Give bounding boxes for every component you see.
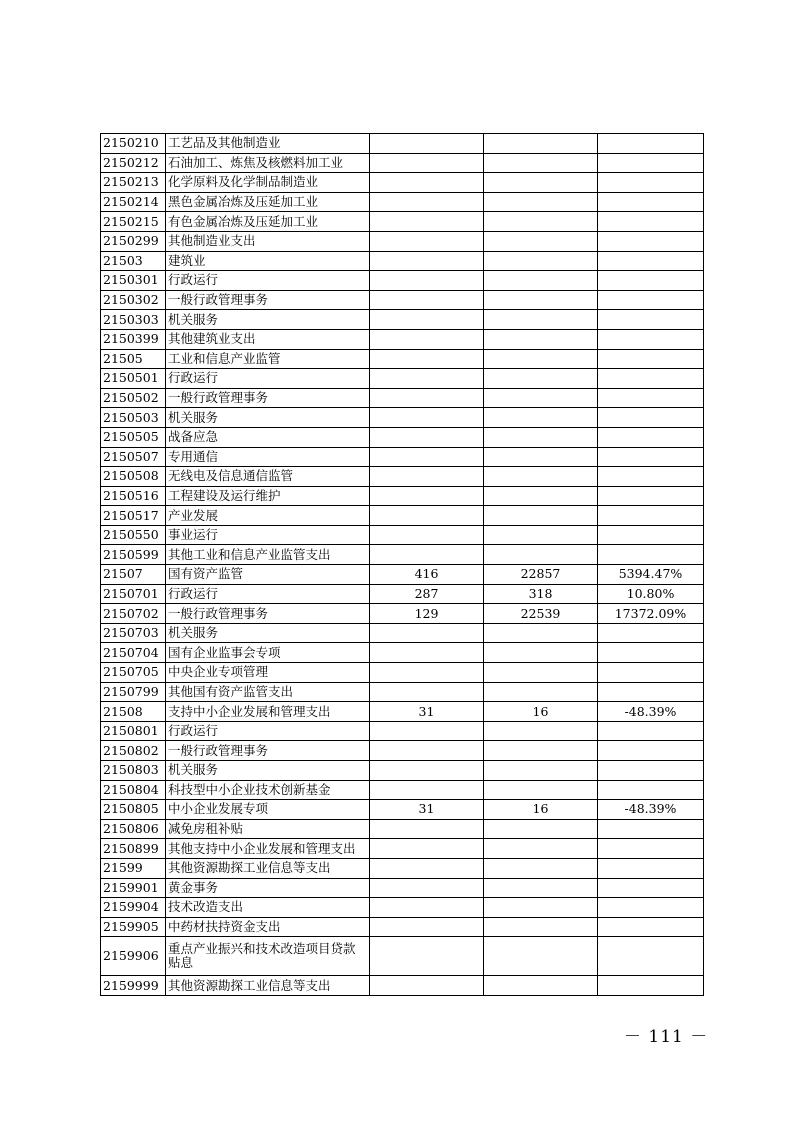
current-year-value-cell: 16: [484, 702, 598, 722]
table-row: [101, 388, 704, 408]
growth-rate-cell: [598, 819, 704, 839]
prior-year-value-cell: [370, 623, 484, 643]
subject-code-cell: 2150801: [101, 721, 166, 741]
current-year-value-cell: [484, 819, 598, 839]
prior-year-value-cell: [370, 761, 484, 781]
subject-name-cell: 国有资产监管: [166, 565, 370, 585]
growth-rate-cell: [598, 682, 704, 702]
prior-year-value-cell: [370, 388, 484, 408]
current-year-value-cell: [484, 447, 598, 467]
subject-name-cell: 一般行政管理事务: [166, 741, 370, 761]
growth-rate-cell: 10.80%: [598, 584, 704, 604]
prior-year-value-cell: [370, 663, 484, 683]
prior-year-value-cell: [370, 643, 484, 663]
prior-year-value-cell: [370, 819, 484, 839]
subject-name-cell: 建筑业: [166, 251, 370, 271]
subject-name-cell: 化学原料及化学制品制造业: [166, 173, 370, 193]
subject-name-cell: 机关服务: [166, 623, 370, 643]
subject-code-cell: 2150507: [101, 447, 166, 467]
subject-name-cell: 技术改造支出: [166, 898, 370, 918]
current-year-value-cell: [484, 173, 598, 193]
prior-year-value-cell: 31: [370, 800, 484, 820]
growth-rate-cell: [598, 525, 704, 545]
subject-name-cell: 石油加工、炼焦及核燃料加工业: [166, 153, 370, 173]
growth-rate-cell: [598, 271, 704, 291]
subject-name-cell: 机关服务: [166, 761, 370, 781]
table-row: [101, 447, 704, 467]
subject-code-cell: 2150805: [101, 800, 166, 820]
prior-year-value-cell: [370, 271, 484, 291]
current-year-value-cell: [484, 271, 598, 291]
subject-code-cell: 2150701: [101, 584, 166, 604]
subject-code-cell: 2150803: [101, 761, 166, 781]
current-year-value-cell: [484, 976, 598, 996]
prior-year-value-cell: [370, 153, 484, 173]
subject-name-cell: 其他资源勘探工业信息等支出: [166, 976, 370, 996]
prior-year-value-cell: [370, 976, 484, 996]
subject-name-cell: 黄金事务: [166, 878, 370, 898]
subject-code-cell: 21508: [101, 702, 166, 722]
subject-code-cell: 2150399: [101, 329, 166, 349]
growth-rate-cell: [598, 839, 704, 859]
growth-rate-cell: [598, 134, 704, 154]
subject-name-cell: 其他工业和信息产业监管支出: [166, 545, 370, 565]
prior-year-value-cell: [370, 134, 484, 154]
table-row: [101, 839, 704, 859]
current-year-value-cell: [484, 780, 598, 800]
table-row: [101, 800, 704, 820]
subject-code-cell: 2150215: [101, 212, 166, 232]
subject-name-cell: 其他支持中小企业发展和管理支出: [166, 839, 370, 859]
table-row: [101, 525, 704, 545]
subject-code-cell: 2150302: [101, 290, 166, 310]
current-year-value-cell: [484, 427, 598, 447]
current-year-value-cell: [484, 369, 598, 389]
prior-year-value-cell: [370, 506, 484, 526]
subject-code-cell: 2150516: [101, 486, 166, 506]
current-year-value-cell: [484, 917, 598, 937]
subject-code-cell: 2150705: [101, 663, 166, 683]
subject-code-cell: 2150799: [101, 682, 166, 702]
subject-code-cell: 2150301: [101, 271, 166, 291]
current-year-value-cell: [484, 153, 598, 173]
subject-code-cell: 2159905: [101, 917, 166, 937]
table-row: [101, 231, 704, 251]
subject-name-cell: 国有企业监事会专项: [166, 643, 370, 663]
table-row: [101, 329, 704, 349]
subject-code-cell: 2150503: [101, 408, 166, 428]
table-row: [101, 486, 704, 506]
subject-name-cell: 工艺品及其他制造业: [166, 134, 370, 154]
prior-year-value-cell: [370, 937, 484, 976]
growth-rate-cell: [598, 447, 704, 467]
subject-name-cell: 其他国有资产监管支出: [166, 682, 370, 702]
table-row: [101, 858, 704, 878]
table-row: [101, 192, 704, 212]
current-year-value-cell: [484, 349, 598, 369]
growth-rate-cell: [598, 388, 704, 408]
growth-rate-cell: [598, 173, 704, 193]
current-year-value-cell: [484, 467, 598, 487]
subject-name-cell: 行政运行: [166, 369, 370, 389]
subject-code-cell: 21599: [101, 858, 166, 878]
growth-rate-cell: [598, 212, 704, 232]
prior-year-value-cell: [370, 741, 484, 761]
table-row: [101, 898, 704, 918]
subject-code-cell: 2150899: [101, 839, 166, 859]
table-row: [101, 937, 704, 976]
subject-name-cell: 其他制造业支出: [166, 231, 370, 251]
subject-code-cell: 2159906: [101, 937, 166, 976]
growth-rate-cell: [598, 721, 704, 741]
current-year-value-cell: [484, 192, 598, 212]
growth-rate-cell: [598, 623, 704, 643]
prior-year-value-cell: [370, 447, 484, 467]
subject-name-cell: 有色金属冶炼及压延加工业: [166, 212, 370, 232]
table-row: [101, 310, 704, 330]
prior-year-value-cell: [370, 486, 484, 506]
subject-name-cell: 中央企业专项管理: [166, 663, 370, 683]
prior-year-value-cell: [370, 349, 484, 369]
current-year-value-cell: [484, 741, 598, 761]
subject-code-cell: 2150599: [101, 545, 166, 565]
prior-year-value-cell: [370, 173, 484, 193]
current-year-value-cell: [484, 290, 598, 310]
subject-name-cell: 一般行政管理事务: [166, 290, 370, 310]
subject-name-cell: 减免房租补贴: [166, 819, 370, 839]
table-row: [101, 761, 704, 781]
subject-code-cell: 2150508: [101, 467, 166, 487]
subject-code-cell: 2150213: [101, 173, 166, 193]
table-row: [101, 663, 704, 683]
current-year-value-cell: [484, 721, 598, 741]
prior-year-value-cell: [370, 780, 484, 800]
table-row: [101, 584, 704, 604]
current-year-value-cell: [484, 525, 598, 545]
table-row: [101, 290, 704, 310]
subject-name-cell: 专用通信: [166, 447, 370, 467]
prior-year-value-cell: [370, 192, 484, 212]
current-year-value-cell: [484, 839, 598, 859]
subject-name-cell: 支持中小企业发展和管理支出: [166, 702, 370, 722]
prior-year-value-cell: [370, 839, 484, 859]
subject-code-cell: 2150806: [101, 819, 166, 839]
prior-year-value-cell: 416: [370, 565, 484, 585]
table-row: [101, 604, 704, 624]
prior-year-value-cell: [370, 858, 484, 878]
subject-code-cell: 21505: [101, 349, 166, 369]
table-row: [101, 153, 704, 173]
subject-name-cell: 事业运行: [166, 525, 370, 545]
subject-code-cell: 21503: [101, 251, 166, 271]
subject-name-cell: 中药材扶持资金支出: [166, 917, 370, 937]
subject-code-cell: 2150502: [101, 388, 166, 408]
subject-name-cell: 中小企业发展专项: [166, 800, 370, 820]
table-row: [101, 565, 704, 585]
current-year-value-cell: [484, 682, 598, 702]
growth-rate-cell: [598, 251, 704, 271]
growth-rate-cell: [598, 506, 704, 526]
growth-rate-cell: [598, 369, 704, 389]
growth-rate-cell: -48.39%: [598, 702, 704, 722]
current-year-value-cell: [484, 761, 598, 781]
subject-code-cell: 2150299: [101, 231, 166, 251]
table-row: [101, 917, 704, 937]
growth-rate-cell: [598, 741, 704, 761]
subject-name-cell: 工程建设及运行维护: [166, 486, 370, 506]
current-year-value-cell: [484, 329, 598, 349]
prior-year-value-cell: [370, 878, 484, 898]
prior-year-value-cell: [370, 545, 484, 565]
subject-code-cell: 2150214: [101, 192, 166, 212]
subject-name-cell: 行政运行: [166, 584, 370, 604]
prior-year-value-cell: [370, 251, 484, 271]
growth-rate-cell: [598, 290, 704, 310]
current-year-value-cell: [484, 231, 598, 251]
subject-code-cell: 2150802: [101, 741, 166, 761]
growth-rate-cell: [598, 467, 704, 487]
growth-rate-cell: [598, 780, 704, 800]
growth-rate-cell: [598, 231, 704, 251]
table-row: [101, 271, 704, 291]
subject-name-cell: 一般行政管理事务: [166, 388, 370, 408]
subject-code-cell: 2150550: [101, 525, 166, 545]
subject-name-cell: 一般行政管理事务: [166, 604, 370, 624]
subject-code-cell: 2150517: [101, 506, 166, 526]
subject-code-cell: 2150703: [101, 623, 166, 643]
growth-rate-cell: -48.39%: [598, 800, 704, 820]
growth-rate-cell: [598, 310, 704, 330]
table-row: [101, 506, 704, 526]
current-year-value-cell: 16: [484, 800, 598, 820]
table-body: [101, 134, 704, 996]
budget-table: [100, 133, 704, 996]
table-row: [101, 682, 704, 702]
subject-name-cell: 行政运行: [166, 721, 370, 741]
subject-name-cell: 重点产业振兴和技术改造项目贷款贴息: [166, 937, 370, 976]
table-row: [101, 878, 704, 898]
prior-year-value-cell: [370, 917, 484, 937]
current-year-value-cell: [484, 408, 598, 428]
growth-rate-cell: [598, 427, 704, 447]
subject-name-cell: 机关服务: [166, 310, 370, 330]
subject-code-cell: 2159901: [101, 878, 166, 898]
growth-rate-cell: [598, 349, 704, 369]
growth-rate-cell: [598, 898, 704, 918]
current-year-value-cell: [484, 388, 598, 408]
subject-code-cell: 2150303: [101, 310, 166, 330]
prior-year-value-cell: [370, 525, 484, 545]
current-year-value-cell: [484, 643, 598, 663]
subject-code-cell: 2150501: [101, 369, 166, 389]
current-year-value-cell: 22857: [484, 565, 598, 585]
table-row: [101, 623, 704, 643]
table-row: [101, 780, 704, 800]
subject-code-cell: 2159999: [101, 976, 166, 996]
growth-rate-cell: [598, 153, 704, 173]
prior-year-value-cell: [370, 329, 484, 349]
current-year-value-cell: [484, 251, 598, 271]
growth-rate-cell: [598, 976, 704, 996]
table-row: [101, 467, 704, 487]
subject-code-cell: 2150505: [101, 427, 166, 447]
subject-name-cell: 行政运行: [166, 271, 370, 291]
table-row: [101, 643, 704, 663]
prior-year-value-cell: [370, 682, 484, 702]
growth-rate-cell: [598, 917, 704, 937]
prior-year-value-cell: [370, 427, 484, 447]
subject-code-cell: 2150210: [101, 134, 166, 154]
prior-year-value-cell: [370, 898, 484, 918]
growth-rate-cell: [598, 545, 704, 565]
growth-rate-cell: [598, 329, 704, 349]
current-year-value-cell: [484, 486, 598, 506]
prior-year-value-cell: [370, 212, 484, 232]
prior-year-value-cell: [370, 369, 484, 389]
growth-rate-cell: [598, 663, 704, 683]
subject-name-cell: 黑色金属冶炼及压延加工业: [166, 192, 370, 212]
subject-name-cell: 产业发展: [166, 506, 370, 526]
growth-rate-cell: 17372.09%: [598, 604, 704, 624]
growth-rate-cell: [598, 937, 704, 976]
subject-name-cell: 其他建筑业支出: [166, 329, 370, 349]
growth-rate-cell: [598, 858, 704, 878]
current-year-value-cell: [484, 937, 598, 976]
current-year-value-cell: [484, 506, 598, 526]
table-row: [101, 702, 704, 722]
table-row: [101, 427, 704, 447]
table-row: [101, 369, 704, 389]
current-year-value-cell: 318: [484, 584, 598, 604]
table-row: [101, 976, 704, 996]
table-row: [101, 251, 704, 271]
prior-year-value-cell: [370, 290, 484, 310]
growth-rate-cell: [598, 486, 704, 506]
current-year-value-cell: [484, 310, 598, 330]
subject-name-cell: 战备应急: [166, 427, 370, 447]
current-year-value-cell: [484, 134, 598, 154]
table-row: [101, 134, 704, 154]
growth-rate-cell: [598, 192, 704, 212]
subject-code-cell: 2150702: [101, 604, 166, 624]
current-year-value-cell: [484, 898, 598, 918]
prior-year-value-cell: [370, 408, 484, 428]
table-row: [101, 741, 704, 761]
prior-year-value-cell: 31: [370, 702, 484, 722]
subject-code-cell: 2150804: [101, 780, 166, 800]
table-row: [101, 349, 704, 369]
subject-name-cell: 机关服务: [166, 408, 370, 428]
subject-name-cell: 其他资源勘探工业信息等支出: [166, 858, 370, 878]
subject-code-cell: 2159904: [101, 898, 166, 918]
prior-year-value-cell: 129: [370, 604, 484, 624]
subject-name-cell: 工业和信息产业监管: [166, 349, 370, 369]
current-year-value-cell: [484, 545, 598, 565]
prior-year-value-cell: 287: [370, 584, 484, 604]
current-year-value-cell: [484, 212, 598, 232]
growth-rate-cell: [598, 643, 704, 663]
growth-rate-cell: [598, 878, 704, 898]
current-year-value-cell: [484, 878, 598, 898]
current-year-value-cell: [484, 623, 598, 643]
prior-year-value-cell: [370, 467, 484, 487]
growth-rate-cell: [598, 408, 704, 428]
growth-rate-cell: [598, 761, 704, 781]
table-row: [101, 408, 704, 428]
table-row: [101, 819, 704, 839]
prior-year-value-cell: [370, 310, 484, 330]
subject-name-cell: 科技型中小企业技术创新基金: [166, 780, 370, 800]
table-row: [101, 212, 704, 232]
current-year-value-cell: [484, 663, 598, 683]
subject-code-cell: 2150212: [101, 153, 166, 173]
prior-year-value-cell: [370, 721, 484, 741]
table-row: [101, 721, 704, 741]
prior-year-value-cell: [370, 231, 484, 251]
growth-rate-cell: 5394.47%: [598, 565, 704, 585]
table-row: [101, 545, 704, 565]
subject-code-cell: 2150704: [101, 643, 166, 663]
current-year-value-cell: 22539: [484, 604, 598, 624]
subject-code-cell: 21507: [101, 565, 166, 585]
subject-name-cell: 无线电及信息通信监管: [166, 467, 370, 487]
current-year-value-cell: [484, 858, 598, 878]
page-number: － 111 －: [624, 1027, 709, 1047]
table-row: [101, 173, 704, 193]
